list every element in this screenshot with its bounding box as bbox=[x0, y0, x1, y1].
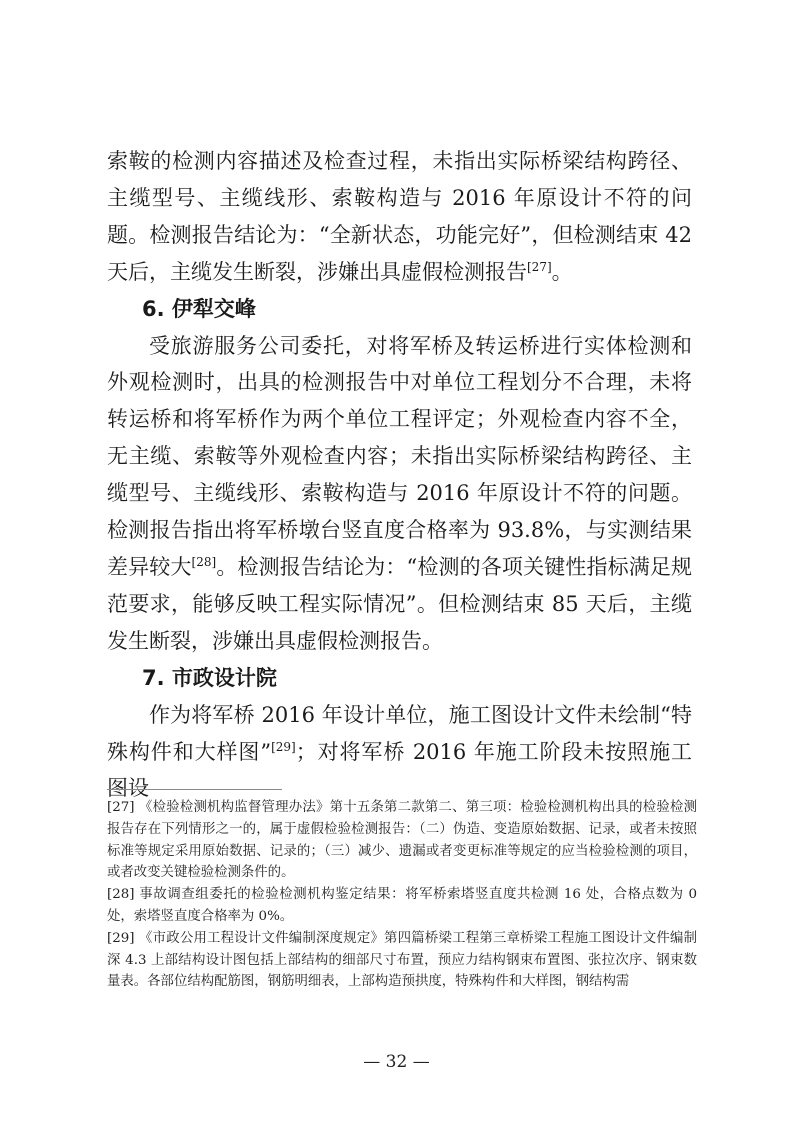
section-heading-6: 6. 伊犁交峰 bbox=[142, 296, 256, 321]
footnote-28: [28] 事故调查组委托的检验检测机构鉴定结果：将军桥索塔竖直度共检测 16 处，合格点数为 0 处，索塔竖直度合格率为 0%。 bbox=[107, 887, 697, 924]
section-heading-7: 7. 市政设计院 bbox=[142, 665, 277, 690]
footnote-27: [27] 《检验检测机构监督管理办法》第十五条第二款第二、第三项：检验检测机构出具的检验检测报告存在下列情形之一的，属于虚假检验检测报告：（二）伪造、变造原始数据、记录，或者未按照标准等规定采用原始数据、记录的；（三）减少、遗漏或者变更标准等规定的应当检验检测的项目，或者改变关键检验检测条件的。 bbox=[107, 800, 697, 881]
footnote-ref-27[interactable]: [27] bbox=[527, 259, 552, 274]
footnote-separator bbox=[107, 789, 282, 790]
footnote-ref-29[interactable]: [29] bbox=[271, 739, 296, 754]
footnote-ref-28[interactable]: [28] bbox=[191, 554, 217, 569]
paragraph-yili: 受旅游服务公司委托，对将军桥及转运桥进行实体检测和外观检测时，出具的检测报告中对单位工程划分不合理，未将转运桥和将军桥作为两个单位工程评定；外观检查内容不全，无主缆、索鞍等外观检查内容；未指出实际桥梁结构跨径、主缆型号、主缆线形、索鞍构造与 2016 年原设计不符的问题。检测报告指出将军桥墩台竖直度合格率为 93.8%，与实测结果差异较大[28]。检测报告结论为：“检测的各项关键性指标满足规范要求，能够反映工程实际情况”。但检测结束 85 天后，主缆发生断裂，涉嫌出具虚假检测报告。 bbox=[107, 333, 693, 653]
footnotes bbox=[107, 797, 697, 993]
paragraph-continuation: 索鞍的检测内容描述及检查过程，未指出实际桥梁结构跨径、主缆型号、主缆线形、索鞍构造与 2016 年原设计不符的问题。检测报告结论为：“全新状态，功能完好”，但检测结束 42 天后，主缆发生断裂，涉嫌出具虚假检测报告[27]。 bbox=[107, 149, 692, 284]
page-number: — 32 — bbox=[363, 1052, 430, 1072]
paragraph-design-institute: 作为将军桥 2016 年设计单位，施工图设计文件未绘制“特殊构件和大样图”[29]；对将军桥 2016 年施工阶段未按照施工图设 bbox=[107, 702, 692, 801]
footnote-29: [29] 《市政公用工程设计文件编制深度规定》第四篇桥梁工程第三章桥梁工程施工图设计文件编制深 4.3 上部结构设计图包括上部结构的细部尺寸布置，预应力结构钢束布置图、张拉次序、钢束数量表。各部位结构配筋图，钢筋明细表，上部构造预拱度，特殊构件和大样图，钢结构需 bbox=[107, 930, 697, 990]
body-text bbox=[107, 143, 692, 807]
